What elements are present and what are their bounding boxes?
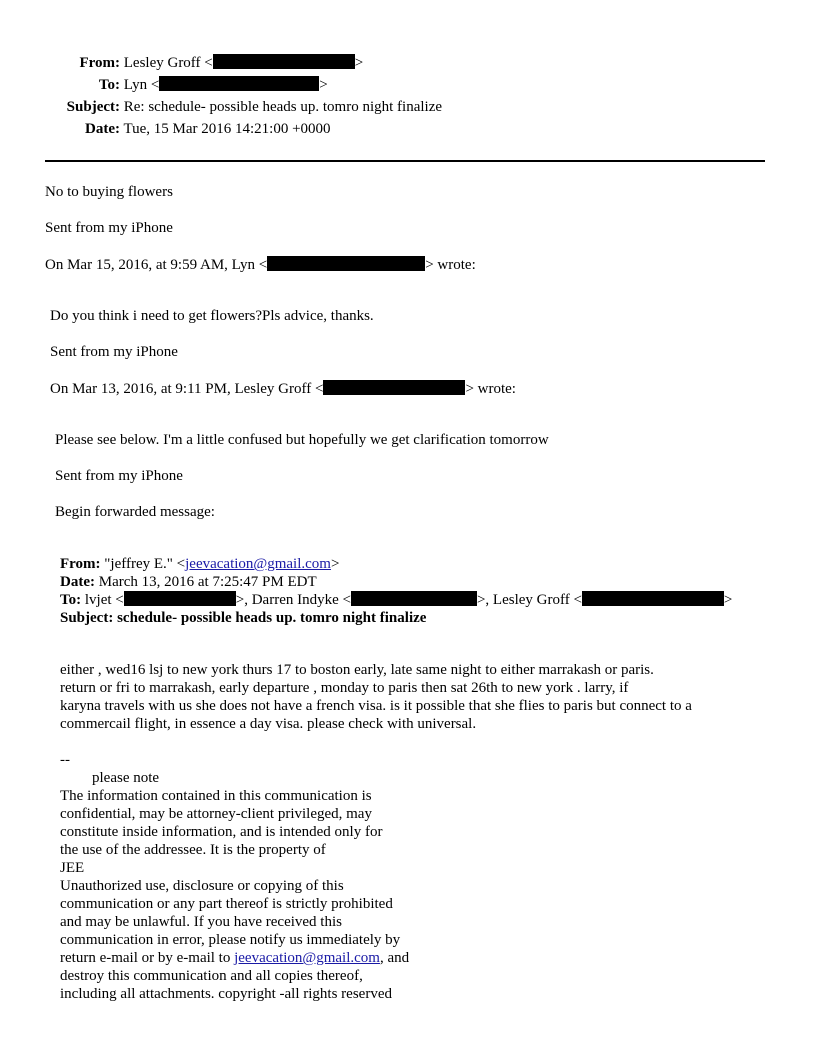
disclaimer-line: constitute inside information, and is intended only for: [60, 824, 383, 840]
fwd-subject-label: Subject:: [60, 610, 114, 626]
forward-intro: Begin forwarded message:: [55, 504, 215, 520]
fwd-body-line: commercail flight, in essence a day visa. please check with universal.: [60, 716, 477, 732]
fwd-to-b: >, Darren Indyke <: [235, 592, 351, 608]
disclaimer-line: the use of the addressee. It is the property of: [60, 842, 326, 858]
sig-note: please note: [92, 770, 160, 786]
disclaimer-line: and may be unlawful. If you have received this: [60, 914, 342, 930]
quoted-line: Please see below. I'm a little confused but hopefully we get clarification tomorrow: [55, 432, 549, 448]
date-value: Tue, 15 Mar 2016 14:21:00 +0000: [123, 121, 331, 137]
fwd-body-line: karyna travels with us she does not have a french visa. is it possible that she flies to paris but connect to a: [60, 698, 692, 714]
disclaimer-line: communication in error, please notify us immediately by: [60, 932, 401, 948]
redaction-block: [159, 76, 319, 91]
quote-intro-tail: > wrote:: [465, 381, 516, 397]
disclaimer-line: destroy this communication and all copies thereof,: [60, 968, 363, 984]
fwd-to-d: >: [723, 592, 733, 608]
email-header-date: [0, 120, 331, 138]
disclaimer-line: communication or any part thereof is strictly prohibited: [60, 896, 393, 912]
fwd-from-tail: >: [330, 556, 340, 572]
fwd-subject-value: schedule- possible heads up. tomro night finalize: [117, 610, 427, 626]
subject-label: Subject:: [66, 99, 120, 115]
subject-value: Re: schedule- possible heads up. tomro night finalize: [123, 99, 443, 115]
quote-intro-text: On Mar 15, 2016, at 9:59 AM, Lyn <: [45, 257, 268, 273]
redaction-block: [351, 591, 477, 606]
to-label: To:: [98, 77, 120, 93]
sent-from-iphone: Sent from my iPhone: [55, 468, 183, 484]
date-label: Date:: [85, 121, 120, 137]
return-text: return e-mail or by e-mail to: [60, 950, 235, 966]
redaction-block: [323, 380, 465, 395]
disclaimer-line: including all attachments. copyright -all rights reserved: [60, 986, 392, 1002]
quote-intro-text: On Mar 13, 2016, at 9:11 PM, Lesley Groff <: [50, 381, 324, 397]
redaction-block: [267, 256, 425, 271]
redaction-block: [124, 591, 236, 606]
fwd-date-value: March 13, 2016 at 7:25:47 PM EDT: [98, 574, 317, 590]
fwd-from: [60, 555, 339, 573]
to-tail: >: [319, 77, 328, 93]
quote-intro: [50, 380, 516, 398]
email-link[interactable]: jeevacation@gmail.com: [234, 950, 380, 966]
from-value: Lesley Groff <: [123, 55, 213, 71]
sent-from-iphone: Sent from my iPhone: [50, 344, 178, 360]
fwd-body-line: either , wed16 lsj to new york thurs 17 to boston early, late same night to either marrakash or paris.: [60, 662, 654, 678]
fwd-body-line: return or fri to marrakash, early departure , monday to paris then sat 26th to new york . larry, if: [60, 680, 629, 696]
fwd-date: [60, 573, 317, 591]
email-header-to: [0, 76, 328, 94]
to-value: Lyn <: [123, 77, 160, 93]
redaction-block: [213, 54, 355, 69]
from-label: From:: [79, 55, 120, 71]
quote-intro: [45, 256, 476, 274]
disclaimer-line: The information contained in this communication is: [60, 788, 372, 804]
disclaimer-line: JEE: [60, 860, 85, 876]
fwd-to: [60, 591, 732, 609]
fwd-to-label: To:: [60, 592, 82, 608]
disclaimer-line: confidential, may be attorney-client privileged, may: [60, 806, 372, 822]
fwd-from-label: From:: [60, 556, 101, 572]
reply-line: No to buying flowers: [45, 184, 173, 200]
fwd-from-name: "jeffrey E." <: [104, 556, 186, 572]
disclaimer-line: Unauthorized use, disclosure or copying of this: [60, 878, 344, 894]
fwd-subject: [60, 609, 426, 627]
fwd-to-c: >, Lesley Groff <: [476, 592, 582, 608]
quoted-line: Do you think i need to get flowers?Pls advice, thanks.: [50, 308, 374, 324]
header-divider: [45, 160, 765, 162]
email-header-from: [0, 54, 363, 72]
fwd-to-a: lvjet <: [84, 592, 124, 608]
disclaimer-line: [60, 949, 409, 967]
fwd-date-label: Date:: [60, 574, 95, 590]
email-link[interactable]: jeevacation@gmail.com: [185, 556, 331, 572]
redaction-block: [582, 591, 724, 606]
email-header-subject: [0, 98, 442, 116]
sig-dashes: --: [60, 752, 70, 768]
quote-intro-tail: > wrote:: [425, 257, 476, 273]
sent-from-iphone: Sent from my iPhone: [45, 220, 173, 236]
return-tail: , and: [379, 950, 410, 966]
from-tail: >: [354, 55, 364, 71]
